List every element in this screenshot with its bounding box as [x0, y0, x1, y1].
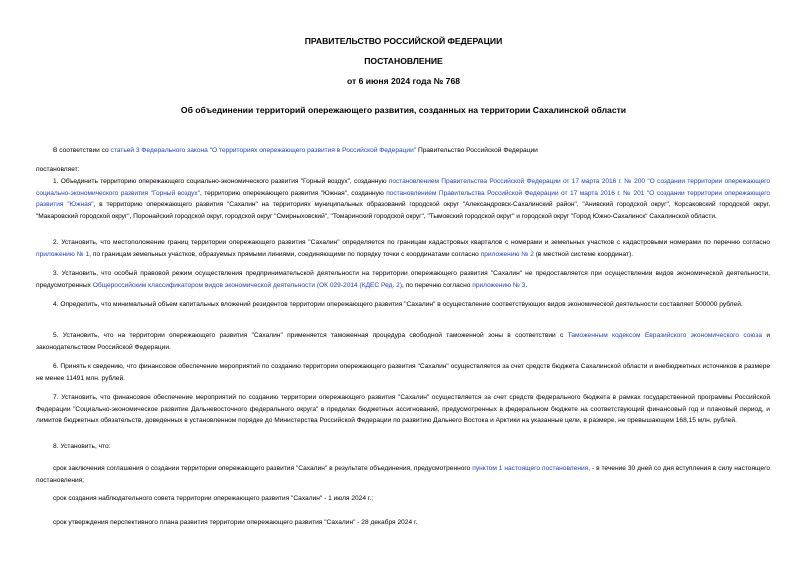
paragraph-8 — [36, 441, 770, 453]
paragraph-1 — [36, 176, 770, 222]
paragraph-6-text: 6. Принять к сведению, что финансовое обеспечение мероприятий по созданию территории опережающего развития "Сахалин" осуществляется за счет средств бюджета Сахалинской области и внебюджетных источников в размере не менее 11491 млн. рублей. — [36, 363, 770, 382]
government-heading: ПРАВИТЕЛЬСТВО РОССИЙСКОЙ ФЕДЕРАЦИИ — [304, 36, 503, 46]
paragraph-3 — [36, 268, 770, 291]
appendix-2-link[interactable]: приложению № 2 — [480, 250, 534, 258]
paragraph-1-text-3: , в территорию опережающего развития "Сахалин" на территориях муниципальных образований городской округ "Александровск-Сахалинский район", "Анивский городской округ", Корсаковский городской округ, "Макаровский городской округ", Поронайский городской округ, городской округ "Смирныховский", "Томаринский городской округ", "Тымовский городской округ" и городской округ "Город Южно-Сахалинск" Сахалинской области. — [36, 201, 770, 220]
paragraph-7-text: 7. Установить, что финансовое обеспечение мероприятий по созданию территории опережающего развития "Сахалин" осуществляется за счет средств федерального бюджета в рамках государственной программы Российской Федерации "Социально-экономическое развитие Дальневосточного федерального округа" в пределах бюджетных ассигнований, предусмотренных в федеральном бюджете на соответствующий финансовый год и плановый период, и лимитов бюджетных обязательств, доведенных в установленном порядке до Министерства Российской Федерации по развитию Дальнего Востока и Арктики на указанные цели, в размере, не превышающем 168,15 млн. рублей. — [36, 394, 770, 425]
resolves-text: постановляет: — [36, 166, 80, 173]
paragraph-8b-text: срок создания наблюдательного совета территории опережающего развития "Сахалин" - 1 июля 2024 г.; — [53, 495, 374, 502]
paragraph-8a-text-1: срок заключения соглашения о создании территории опережающего развития "Сахалин" в результате объединения, предусмотренного — [53, 465, 473, 472]
preamble-text-2: Правительство Российской Федерации — [416, 147, 538, 154]
paragraph-8c-text: срок утверждения перспективного плана развития территории опережающего развития "Сахалин" - 28 декабря 2024 г. — [53, 519, 418, 526]
paragraph-2 — [36, 237, 770, 260]
decree-200-link[interactable]: постановлением Правительства Российской Федерации от 17 марта 2016 г. № 200 "О создании территории опережающего социально-экономического развития "Горный воздух" — [36, 178, 770, 197]
preamble-paragraph — [36, 145, 770, 157]
resolves-paragraph — [36, 164, 770, 176]
paragraph-2-text-2: , по границам земельных участков, образуемых прямыми линиями, соединяющими по порядку точки с координатами согласно — [89, 250, 481, 258]
paragraph-2-text-1: 2. Установить, что местоположение границ территории опережающего развития "Сахалин" определяется по границам кадастровых кварталов с номерами и земельных участков с кадастровыми номерами по перечню согласно — [53, 239, 770, 246]
paragraph-1-text-2: , территорию опережающего развития "Южная", созданную — [199, 189, 387, 197]
document-date-number: от 6 июня 2024 года № 768 — [346, 76, 461, 86]
paragraph-3-text-1: 3. Установить, что особый правовой режим осуществления предпринимательской деятельности на территории опережающего развития "Сахалин" не предоставляется при осуществлении видов экономической деятельности, предусмотренных — [36, 270, 770, 289]
paragraph-6 — [36, 361, 770, 384]
paragraph-1-reference-link[interactable]: пунктом 1 настоящего постановления — [472, 465, 589, 472]
paragraph-5-text-2: и законодательством Российской Федерации. — [36, 332, 770, 351]
paragraph-3-text-3: . — [525, 281, 528, 289]
federal-law-article-link[interactable]: статьей 3 Федерального закона "О территориях опережающего развития в Российской Федерации" — [110, 147, 417, 154]
paragraph-8-text: 8. Установить, что: — [53, 443, 111, 450]
paragraph-5-text-1: 5. Установить, что на территории опережающего развития "Сахалин" применяется таможенная процедура свободной таможенной зоны в соответствии с — [53, 332, 568, 339]
paragraph-2-text-3: (в местной системе координат). — [533, 250, 634, 258]
preamble-text-1: В соответствии со — [53, 147, 111, 154]
paragraph-4-text: 4. Определить, что минимальный объем капитальных вложений резидентов территории опережающего развития "Сахалин" в осуществление соответствующих видов экономической деятельности составляет 500000 рублей. — [53, 301, 743, 308]
decree-201-link[interactable]: постановлением Правительства Российской Федерации от 17 марта 2016 г. № 201 "О создании территории опережающего развития "Южная" — [36, 189, 770, 209]
paragraph-7 — [36, 392, 770, 427]
paragraph-1-text-1: 1. Объединить территорию опережающего социально-экономического развития "Горный воздух", созданную — [53, 178, 389, 185]
appendix-3-link[interactable]: приложению № 3 — [472, 281, 526, 289]
paragraph-8a-text-2: , - в течение 30 дней со дня вступления в силу настоящего постановления; — [36, 465, 770, 484]
document-title: Об объединении территорий опережающего развития, созданных на территории Сахалинской области — [180, 105, 627, 115]
paragraph-8-deadline-council — [36, 493, 770, 505]
paragraph-3-text-2: , по перечню согласно — [402, 281, 473, 289]
paragraph-4 — [36, 299, 770, 311]
paragraph-5 — [36, 330, 770, 353]
document-type-heading: ПОСТАНОВЛЕНИЕ — [364, 56, 443, 66]
appendix-1-link[interactable]: приложению № 1 — [36, 250, 90, 258]
customs-code-link[interactable]: Таможенным кодексом Евразийского экономического союза — [567, 332, 763, 339]
paragraph-8-deadline-plan — [36, 517, 770, 529]
paragraph-8-deadline-agreement — [36, 463, 770, 486]
okved-classifier-link[interactable]: Общероссийским классификатором видов экономической деятельности (ОК 029-2014 (КДЕС Ред. 2) — [92, 281, 403, 289]
